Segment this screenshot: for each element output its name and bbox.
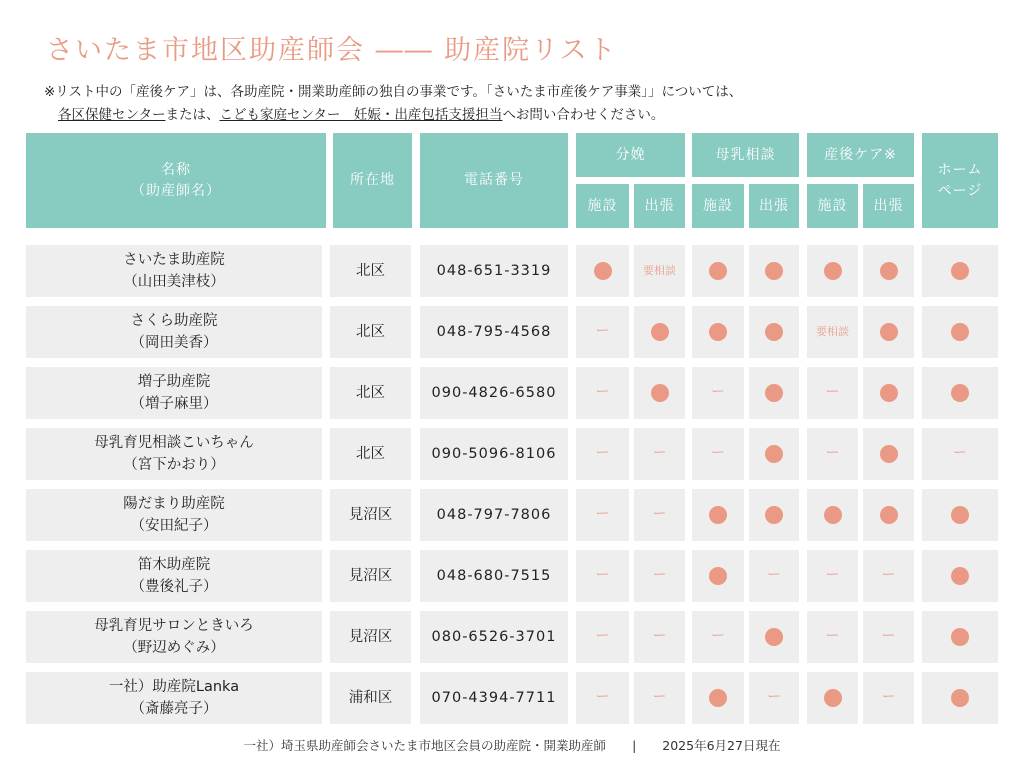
row-name: 陽だまり助産院 （安田紀子）: [26, 489, 322, 541]
row-phone: 048-797-7806: [420, 489, 568, 541]
header-postpartum-care: 産後ケア※: [807, 133, 914, 177]
available-dot-icon: [951, 384, 969, 402]
available-dot-icon: [824, 506, 842, 524]
unavailable-dash: ー: [595, 445, 610, 462]
header-sub-facility-1: 施設: [576, 184, 629, 228]
unavailable-dash: ー: [825, 628, 840, 645]
row-postpartum-visit: [863, 367, 914, 419]
row-breastfeeding-visit: [749, 550, 799, 602]
row-location: 見沼区: [330, 611, 411, 663]
unavailable-dash: ー: [711, 384, 725, 401]
consult-label: 要相談: [816, 325, 849, 339]
row-phone: 048-651-3319: [420, 245, 568, 297]
row-name: 母乳育児相談こいちゃん （宮下かおり）: [26, 428, 322, 480]
row-breastfeeding-visit: [749, 489, 799, 541]
available-dot-icon: [651, 384, 669, 402]
row-breastfeeding-visit: [749, 306, 799, 358]
row-delivery-facility: [576, 245, 629, 297]
unavailable-dash: ー: [652, 445, 667, 462]
row-breastfeeding-visit: [749, 672, 799, 724]
row-delivery-visit: [634, 489, 685, 541]
row-homepage: [922, 367, 998, 419]
row-breastfeeding-visit: [749, 245, 799, 297]
available-dot-icon: [880, 445, 898, 463]
row-homepage: [922, 672, 998, 724]
header-sub-facility-3: 施設: [807, 184, 858, 228]
row-name: 一社）助産院Lanka （斎藤亮子）: [26, 672, 322, 724]
unavailable-dash: ー: [711, 628, 725, 645]
unavailable-dash: ー: [953, 445, 967, 462]
row-postpartum-visit: [863, 550, 914, 602]
header-sub-visit-1: 出張: [634, 184, 685, 228]
unavailable-dash: ー: [881, 567, 896, 584]
available-dot-icon: [951, 262, 969, 280]
available-dot-icon: [709, 323, 727, 341]
row-homepage: [922, 428, 998, 480]
footer-separator: |: [632, 738, 637, 753]
footer-date: 2025年6月27日現在: [662, 738, 781, 753]
unavailable-dash: ー: [881, 689, 896, 706]
row-location: 見沼区: [330, 489, 411, 541]
available-dot-icon: [765, 384, 783, 402]
row-delivery-visit: [634, 367, 685, 419]
row-postpartum-visit: [863, 672, 914, 724]
row-delivery-facility: [576, 428, 629, 480]
available-dot-icon: [765, 506, 783, 524]
available-dot-icon: [709, 567, 727, 585]
row-postpartum-visit: [863, 489, 914, 541]
row-delivery-visit: [634, 428, 685, 480]
note-line-2: [58, 103, 664, 123]
row-name: さいたま助産院 （山田美津枝）: [26, 245, 322, 297]
row-homepage: [922, 245, 998, 297]
row-name: さくら助産院 （岡田美香）: [26, 306, 322, 358]
family-center-link[interactable]: こども家庭センター 妊娠・出産包括支援担当: [219, 107, 503, 123]
row-location: 浦和区: [330, 672, 411, 724]
row-phone: 048-680-7515: [420, 550, 568, 602]
page-title: さいたま市地区助産師会 ―― 助産院リスト: [46, 35, 618, 66]
available-dot-icon: [951, 567, 969, 585]
row-location: 北区: [330, 245, 411, 297]
row-delivery-facility: [576, 672, 629, 724]
unavailable-dash: ー: [595, 384, 610, 401]
row-postpartum-visit: [863, 428, 914, 480]
row-breastfeeding-facility: [692, 611, 744, 663]
row-postpartum-visit: [863, 245, 914, 297]
available-dot-icon: [765, 445, 783, 463]
row-postpartum-facility: [807, 672, 858, 724]
row-postpartum-facility: [807, 611, 858, 663]
available-dot-icon: [594, 262, 612, 280]
available-dot-icon: [765, 262, 783, 280]
unavailable-dash: ー: [652, 506, 667, 523]
row-location: 北区: [330, 428, 411, 480]
available-dot-icon: [651, 323, 669, 341]
row-postpartum-facility: [807, 245, 858, 297]
unavailable-dash: ー: [881, 628, 896, 645]
row-delivery-facility: [576, 611, 629, 663]
header-name: 名称 （助産師名）: [26, 133, 326, 228]
row-phone: 070-4394-7711: [420, 672, 568, 724]
row-name: 母乳育児サロンときいろ （野辺めぐみ）: [26, 611, 322, 663]
available-dot-icon: [880, 506, 898, 524]
note-line-1: ※リスト中の「産後ケア」は、各助産院・開業助産師の独自の事業です。「さいたま市産後ケア事業」」については、: [44, 84, 743, 100]
row-breastfeeding-visit: [749, 367, 799, 419]
unavailable-dash: ー: [652, 689, 667, 706]
available-dot-icon: [709, 689, 727, 707]
row-homepage: [922, 306, 998, 358]
row-postpartum-visit: [863, 306, 914, 358]
available-dot-icon: [709, 506, 727, 524]
available-dot-icon: [880, 262, 898, 280]
unavailable-dash: ー: [825, 567, 840, 584]
row-phone: 090-5096-8106: [420, 428, 568, 480]
row-delivery-visit: [634, 550, 685, 602]
row-breastfeeding-facility: [692, 245, 744, 297]
header-homepage: ホーム ページ: [922, 133, 998, 228]
row-breastfeeding-visit: [749, 611, 799, 663]
row-breastfeeding-facility: [692, 367, 744, 419]
row-postpartum-facility: [807, 489, 858, 541]
unavailable-dash: ー: [825, 445, 840, 462]
available-dot-icon: [765, 323, 783, 341]
row-breastfeeding-facility: [692, 489, 744, 541]
note-text-or: または、: [165, 107, 220, 123]
available-dot-icon: [765, 628, 783, 646]
health-center-link[interactable]: 各区保健センター: [58, 107, 166, 123]
available-dot-icon: [951, 628, 969, 646]
unavailable-dash: ー: [652, 628, 667, 645]
footer: [0, 736, 1024, 754]
unavailable-dash: ー: [825, 384, 840, 401]
row-name: 笛木助産院 （豊後礼子）: [26, 550, 322, 602]
unavailable-dash: ー: [711, 445, 725, 462]
row-postpartum-facility: [807, 306, 858, 358]
row-breastfeeding-facility: [692, 550, 744, 602]
row-location: 北区: [330, 367, 411, 419]
row-postpartum-facility: [807, 428, 858, 480]
unavailable-dash: ー: [767, 567, 781, 584]
available-dot-icon: [709, 262, 727, 280]
row-postpartum-facility: [807, 367, 858, 419]
row-phone: 090-4826-6580: [420, 367, 568, 419]
row-delivery-facility: [576, 306, 629, 358]
unavailable-dash: ー: [595, 506, 610, 523]
row-delivery-visit: [634, 245, 685, 297]
row-postpartum-facility: [807, 550, 858, 602]
unavailable-dash: ー: [595, 628, 610, 645]
header-location: 所在地: [333, 133, 412, 228]
row-phone: 080-6526-3701: [420, 611, 568, 663]
available-dot-icon: [824, 689, 842, 707]
row-homepage: [922, 611, 998, 663]
note-text-inquiry: へお問い合わせください。: [502, 107, 665, 123]
available-dot-icon: [880, 323, 898, 341]
available-dot-icon: [951, 323, 969, 341]
row-delivery-visit: [634, 306, 685, 358]
unavailable-dash: ー: [767, 689, 781, 706]
row-delivery-visit: [634, 672, 685, 724]
row-postpartum-visit: [863, 611, 914, 663]
unavailable-dash: ー: [595, 323, 610, 340]
unavailable-dash: ー: [595, 567, 610, 584]
row-breastfeeding-facility: [692, 306, 744, 358]
row-breastfeeding-facility: [692, 672, 744, 724]
available-dot-icon: [880, 384, 898, 402]
row-breastfeeding-facility: [692, 428, 744, 480]
unavailable-dash: ー: [652, 567, 667, 584]
row-location: 北区: [330, 306, 411, 358]
row-homepage: [922, 489, 998, 541]
available-dot-icon: [951, 506, 969, 524]
consult-label: 要相談: [643, 264, 676, 278]
row-location: 見沼区: [330, 550, 411, 602]
row-delivery-facility: [576, 550, 629, 602]
footer-org: 一社）埼玉県助産師会さいたま市地区会員の助産院・開業助産師: [243, 738, 607, 753]
row-homepage: [922, 550, 998, 602]
row-delivery-facility: [576, 367, 629, 419]
header-sub-facility-2: 施設: [692, 184, 744, 228]
row-delivery-facility: [576, 489, 629, 541]
row-name: 増子助産院 （増子麻里）: [26, 367, 322, 419]
available-dot-icon: [951, 689, 969, 707]
header-sub-visit-3: 出張: [863, 184, 914, 228]
header-sub-visit-2: 出張: [749, 184, 799, 228]
header-breastfeeding: 母乳相談: [692, 133, 799, 177]
row-phone: 048-795-4568: [420, 306, 568, 358]
header-phone: 電話番号: [420, 133, 568, 228]
row-delivery-visit: [634, 611, 685, 663]
unavailable-dash: ー: [595, 689, 610, 706]
available-dot-icon: [824, 262, 842, 280]
row-breastfeeding-visit: [749, 428, 799, 480]
header-delivery: 分娩: [576, 133, 685, 177]
